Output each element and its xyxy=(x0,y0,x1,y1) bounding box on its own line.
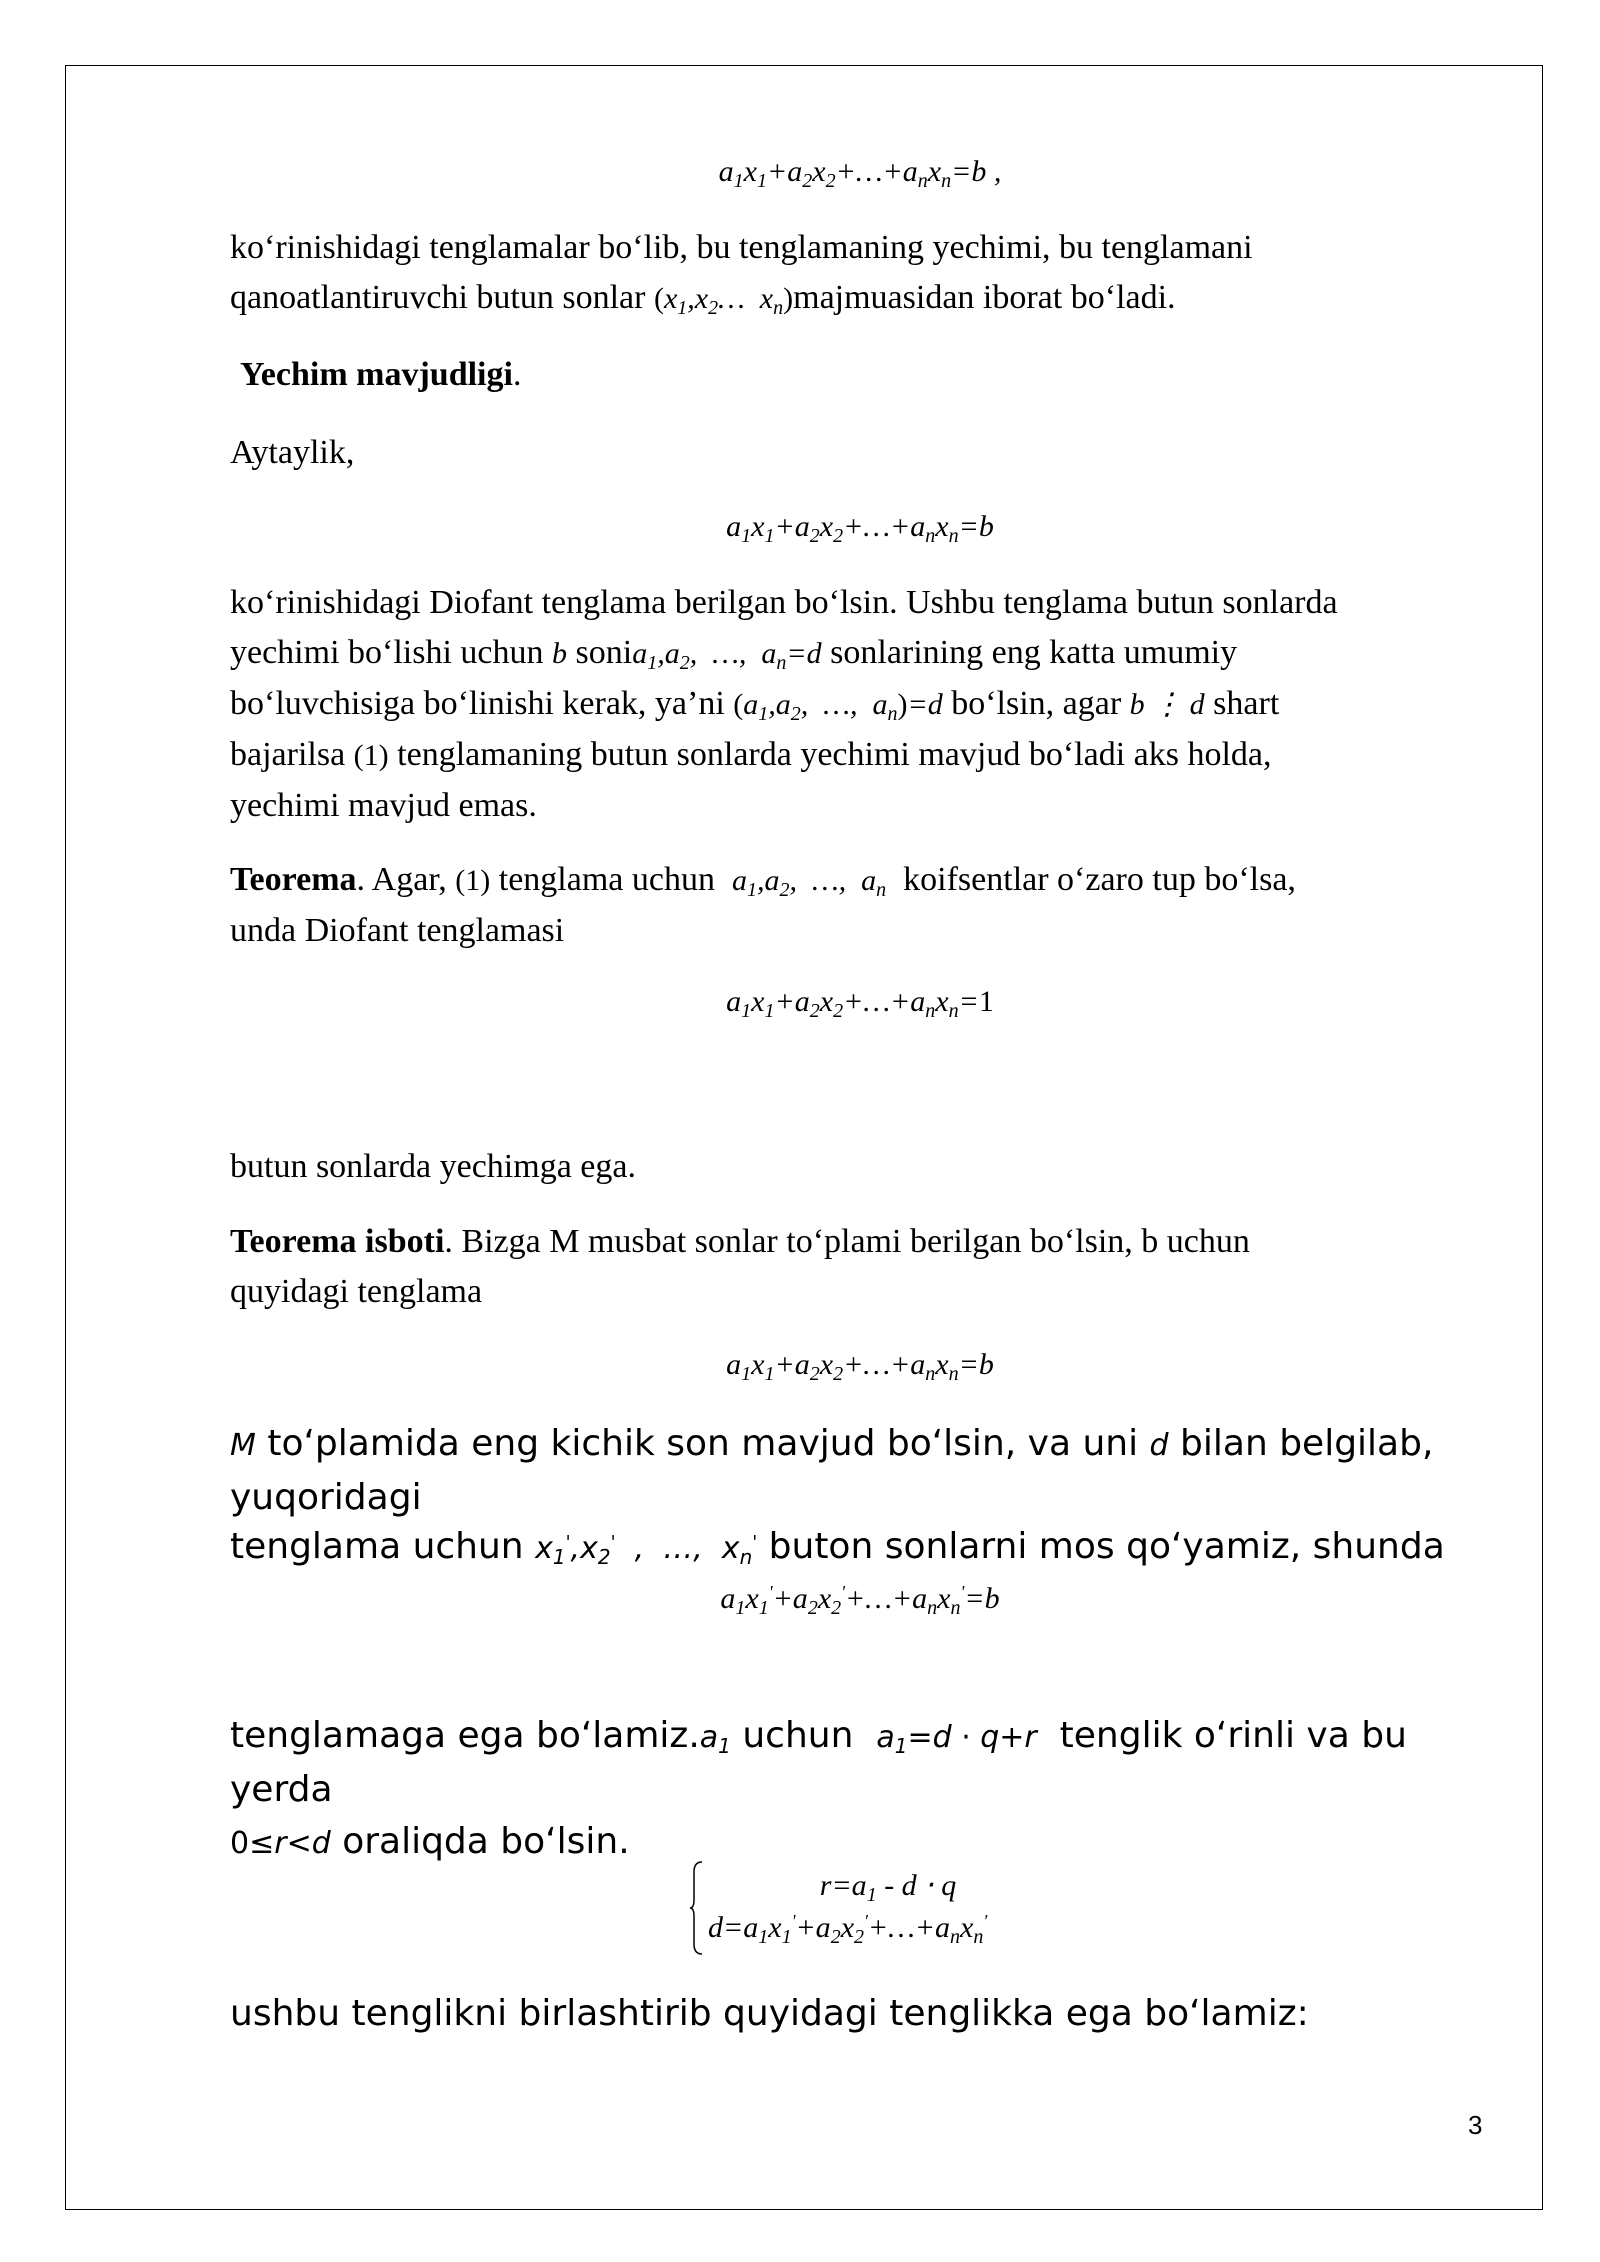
text-line: oraliqda bo‘lsin. xyxy=(330,1821,630,1862)
equation-general: $a_1x_1+a_2x_2+\dots+a_nx_n=b$ , xyxy=(718,155,1002,192)
math-division: $a_1=d \cdot q+r$ xyxy=(876,1720,1037,1758)
text-line: tenglamaga ega bo‘lamiz. xyxy=(230,1715,700,1756)
equation-primed: $a_1x_1'+a_2x_2'+\dots+a_nx_n'=b$ xyxy=(720,1582,1000,1619)
math-gcd: ($a_1,a_2$, …, $a_n)=d$ xyxy=(733,688,943,725)
paragraph-combine: ushbu tenglikni birlashtirib quyidagi tenglikka ega bo‘lamiz: xyxy=(230,1993,1309,2034)
math-coefficients: $a_1,a_2$, …, $a_n$ xyxy=(731,864,887,901)
system-row-r: $r=a_1 - d \cdot q$ xyxy=(819,1869,957,1906)
text-line: . Agar, xyxy=(356,861,456,898)
paragraph-existence xyxy=(230,578,1490,831)
text-line: qanoatlantiruvchi butun sonlar xyxy=(230,279,654,316)
text-line: yechimi mavjud emas. xyxy=(230,787,537,824)
text-line: buton sonlarni mos qo‘yamiz, shunda xyxy=(757,1526,1445,1567)
paragraph-conclusion: butun sonlarda yechimga ega. xyxy=(230,1148,636,1185)
paragraph-theorem xyxy=(230,855,1490,956)
paragraph-aytaylik: Aytaylik, xyxy=(230,434,355,471)
equation-reference: (1) xyxy=(353,739,389,772)
paragraph-assign xyxy=(230,1521,1490,1575)
paragraph-division xyxy=(230,1710,1490,1870)
paragraph-proof xyxy=(230,1217,1490,1317)
heading-existence: Yechim mavjudligi xyxy=(240,356,513,393)
text-line: yechimi bo‘lishi uchun xyxy=(230,634,553,671)
text-line: tenglik o‘rinli va bu yerda xyxy=(230,1715,1407,1810)
text-line: bajarilsa xyxy=(230,736,354,773)
text-line: yuqoridagi xyxy=(230,1477,422,1518)
system-row-d: $d=a_1x_1'+a_2x_2'+\dots+a_nx_n'$ xyxy=(708,1911,988,1948)
text-line: ko‘rinishidagi Diofant tenglama berilgan bo‘lsin. Ushbu tenglama butun sonlarda xyxy=(230,584,1338,621)
paragraph-minimum xyxy=(230,1418,1490,1524)
page-number: 3 xyxy=(1468,2110,1483,2140)
text-line: . Bizga M musbat sonlar to‘plami berilgan bo‘lsin, b uchun xyxy=(444,1223,1250,1260)
math-divisibility: b ⋮ d xyxy=(1129,688,1205,721)
math-gcd-def: $a_1,a_2$, …, $a_n=d$ xyxy=(632,637,822,674)
math-a1: $a_1$ xyxy=(699,1720,731,1758)
text-line: unda Diofant tenglamasi xyxy=(230,912,565,949)
equation-system xyxy=(690,1860,1070,1960)
text-line: ko‘rinishidagi tenglamalar bo‘lib, bu tenglamaning yechimi, bu tenglamani xyxy=(230,229,1253,266)
text-line: majmuasidan iborat bo‘ladi. xyxy=(793,279,1176,316)
theorem-label: Teorema xyxy=(230,861,357,898)
section-heading: Yechim mavjudligi. xyxy=(240,356,522,393)
text-line: tenglama uchun xyxy=(230,1526,536,1567)
text-line: sonlarining eng katta umumiy xyxy=(821,634,1238,671)
math-solution-tuple: ($x_1,x_2\dots$ $x_n$) xyxy=(653,282,794,319)
text-line: uchun xyxy=(730,1715,865,1756)
math-primed-vars: $x_1',x_2'$ , …, $x_n'$ xyxy=(535,1531,758,1569)
proof-label: Teorema isboti xyxy=(230,1223,445,1260)
text-line: tenglama uchun xyxy=(490,861,724,898)
math-remainder-range: 0≤r<d xyxy=(230,1826,331,1861)
brace-icon xyxy=(690,1860,704,1956)
text-line: to‘plamida eng kichik son mavjud bo‘lsin, va uni xyxy=(255,1423,1150,1464)
text-line: bo‘luvchisiga bo‘linishi kerak, ya’ni xyxy=(230,685,734,722)
text-line: bo‘lsin, agar xyxy=(942,685,1130,722)
text-line: shart xyxy=(1204,685,1280,722)
text-line: soni xyxy=(567,634,633,671)
equation-unit: $a_1x_1+a_2x_2+\dots+a_nx_n=1$ xyxy=(726,985,994,1022)
math-var-d: d xyxy=(1149,1428,1169,1463)
math-var-M: M xyxy=(230,1428,256,1463)
equation-proof: $a_1x_1+a_2x_2+\dots+a_nx_n=b$ xyxy=(726,1348,994,1385)
equation-reference: (1) xyxy=(455,864,491,897)
math-var-b: b xyxy=(552,637,568,670)
text-line: bilan belgilab, xyxy=(1168,1423,1434,1464)
text-line: tenglamaning butun sonlarda yechimi mavjud bo‘ladi aks holda, xyxy=(388,736,1272,773)
text-line: quyidagi tenglama xyxy=(230,1273,483,1310)
text-line: koifsentlar o‘zaro tup bo‘lsa, xyxy=(894,861,1296,898)
paragraph-definition xyxy=(230,223,1490,324)
equation-diophantine: $a_1x_1+a_2x_2+\dots+a_nx_n=b$ xyxy=(726,510,994,547)
